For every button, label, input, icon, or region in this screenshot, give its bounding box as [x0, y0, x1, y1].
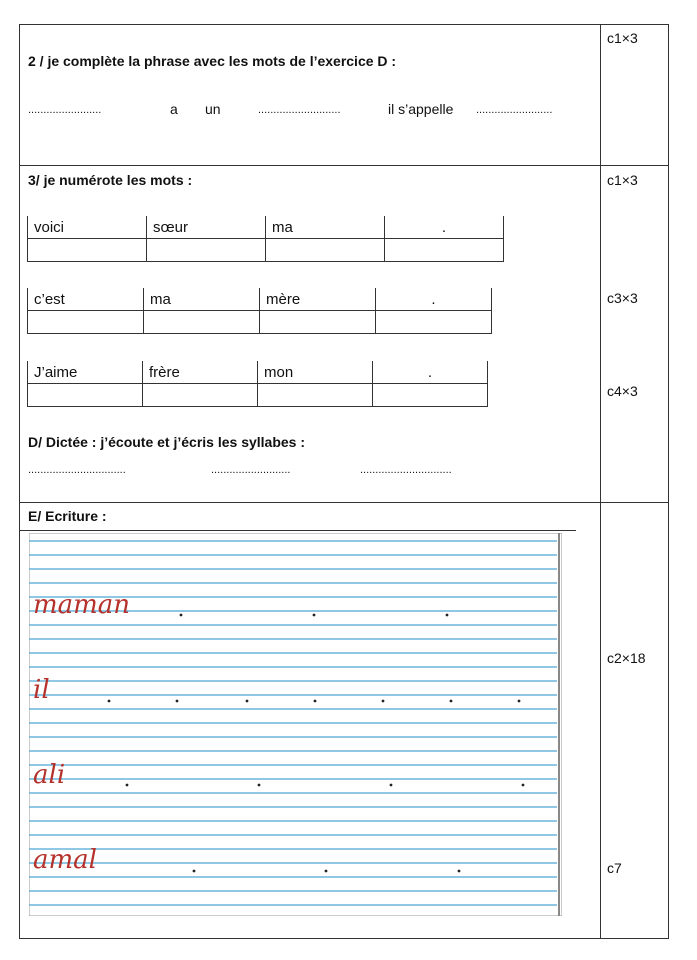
score-label: c2×18 [607, 650, 646, 666]
score-label: c1×3 [607, 172, 638, 188]
answer-blank[interactable]: ........................... [258, 104, 341, 116]
number-cell[interactable] [28, 311, 144, 334]
numbering-table [27, 288, 492, 334]
number-cell[interactable] [376, 311, 492, 334]
number-cell[interactable] [28, 239, 147, 262]
word-cell: J’aime [28, 361, 143, 384]
word-cell: voici [28, 216, 147, 239]
cursive-model-word: ali [33, 760, 66, 790]
number-cell[interactable] [258, 384, 373, 407]
number-cell[interactable] [373, 384, 488, 407]
starting-dot [325, 870, 328, 873]
syllable-blank[interactable]: .............................. [360, 464, 452, 476]
sentence-word: il s’appelle [388, 101, 454, 117]
handwriting-notebook [29, 533, 562, 916]
word-cell: . [376, 288, 492, 311]
dictee-title: D/ Dictée : j’écoute et j’écris les syllabes : [28, 434, 306, 450]
ruled-lines [29, 533, 562, 916]
starting-dot [446, 614, 449, 617]
answer-blank[interactable]: ........................ [28, 104, 102, 116]
number-cell[interactable] [266, 239, 385, 262]
cursive-model-word: maman [33, 590, 131, 620]
exercise-3-title: 3/ je numérote les mots : [28, 172, 193, 188]
word-cell: . [385, 216, 504, 239]
starting-dot [193, 870, 196, 873]
word-cell: c’est [28, 288, 144, 311]
number-cell[interactable] [385, 239, 504, 262]
word-cell: ma [144, 288, 260, 311]
starting-dot [382, 700, 385, 703]
exercise-2-title: 2 / je complète la phrase avec les mots de l’exercice D : [28, 53, 397, 69]
score-label: c4×3 [607, 383, 638, 399]
number-cell[interactable] [144, 311, 260, 334]
numbering-table [27, 216, 504, 262]
sentence-word: a [170, 101, 178, 117]
word-cell: . [373, 361, 488, 384]
word-cell: mon [258, 361, 373, 384]
syllable-blank[interactable]: .......................... [211, 464, 291, 476]
number-cell[interactable] [143, 384, 258, 407]
answer-blank[interactable]: ......................... [476, 104, 553, 116]
starting-dot [180, 614, 183, 617]
starting-dot [390, 784, 393, 787]
syllable-blank[interactable]: ................................ [28, 464, 126, 476]
cursive-model-word: amal [33, 845, 97, 875]
ecriture-title: E/ Ecriture : [28, 508, 107, 524]
starting-dot [314, 700, 317, 703]
cursive-model-word: il [33, 675, 50, 705]
starting-dot [108, 700, 111, 703]
number-cell[interactable] [260, 311, 376, 334]
word-cell: sœur [147, 216, 266, 239]
score-label: c3×3 [607, 290, 638, 306]
score-column-divider [600, 24, 601, 939]
score-label: c7 [607, 860, 622, 876]
number-cell[interactable] [147, 239, 266, 262]
ecriture-underline [19, 530, 576, 531]
word-cell: mère [260, 288, 376, 311]
sentence-word: un [205, 101, 221, 117]
starting-dot [126, 784, 129, 787]
starting-dot [458, 870, 461, 873]
starting-dot [246, 700, 249, 703]
word-cell: ma [266, 216, 385, 239]
starting-dot [522, 784, 525, 787]
starting-dot [258, 784, 261, 787]
section-divider-2 [19, 502, 669, 503]
word-cell: frère [143, 361, 258, 384]
section-divider-1 [19, 165, 669, 166]
numbering-table [27, 361, 488, 407]
number-cell[interactable] [28, 384, 143, 407]
starting-dot [518, 700, 521, 703]
starting-dot [176, 700, 179, 703]
starting-dot [313, 614, 316, 617]
score-label: c1×3 [607, 30, 638, 46]
starting-dot [450, 700, 453, 703]
